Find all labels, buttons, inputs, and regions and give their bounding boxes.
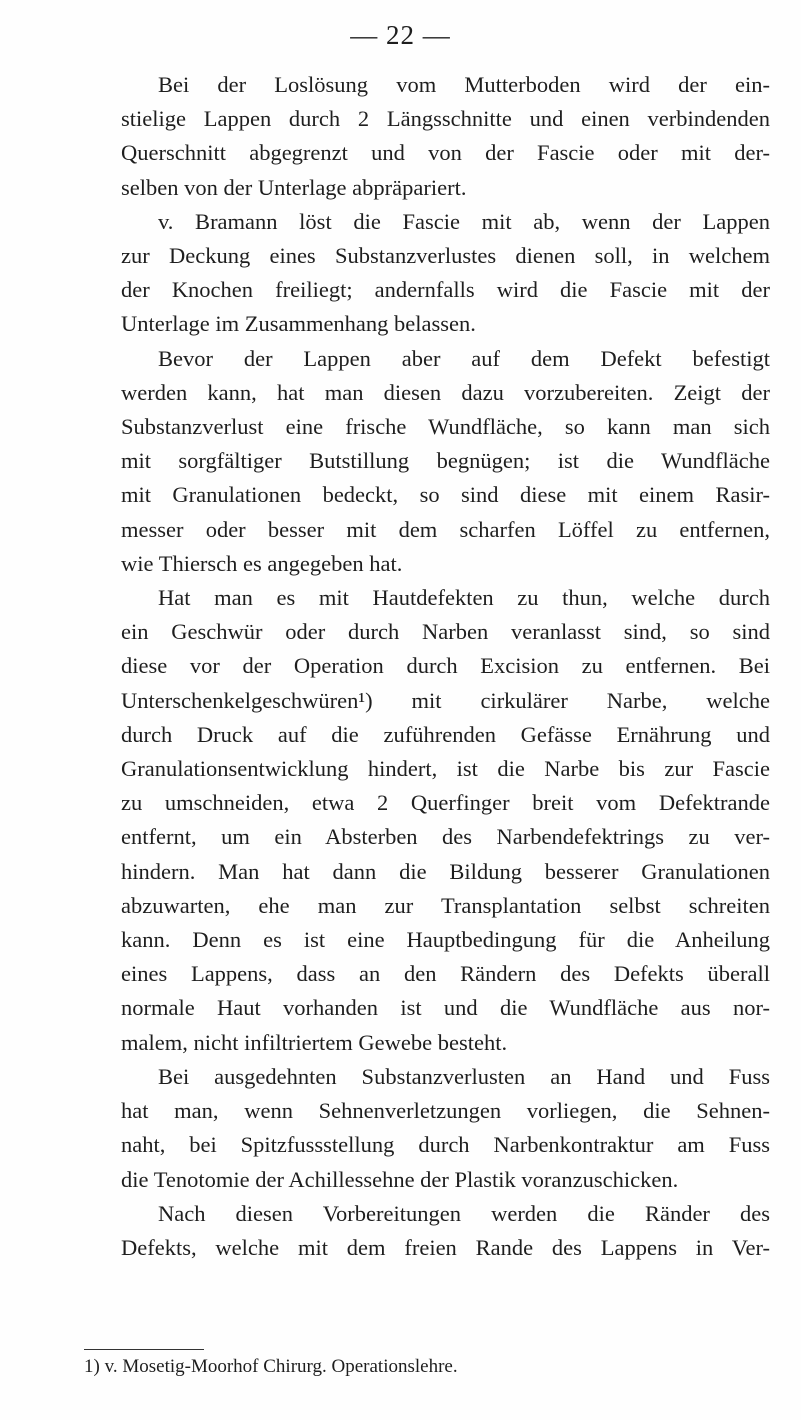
paragraph (84, 1197, 770, 1265)
paragraph (84, 581, 770, 1060)
text-line: Nach diesen Vorbereitungen werden die Ränder des (158, 1200, 770, 1226)
text-line: zu umschneiden, etwa 2 Querfinger breit vom Defektrande (121, 790, 770, 816)
text-line: Hat man es mit Hautdefekten zu thun, welche durch (158, 585, 770, 611)
body-text (84, 68, 770, 1265)
text-line: Bei ausgedehnten Substanzverlusten an Hand und Fuss (158, 1063, 770, 1089)
text-line: selben von der Unterlage abpräpariert. (121, 174, 467, 200)
footnote: 1) v. Mosetig-Moorhof Chirurg. Operationslehre. (84, 1356, 458, 1377)
paragraph (84, 205, 770, 342)
text-line: Bei der Loslösung vom Mutterboden wird der ein- (158, 72, 770, 97)
text-line: Bevor der Lappen aber auf dem Defekt befestigt (158, 345, 770, 371)
text-line: Unterlage im Zusammenhang belassen. (121, 311, 476, 337)
text-line: hindern. Man hat dann die Bildung besserer Granulationen (121, 858, 770, 884)
text-line: Substanzverlust eine frische Wundfläche, so kann man sich (121, 414, 770, 440)
text-line: abzuwarten, ehe man zur Transplantation selbst schreiten (121, 892, 770, 918)
text-line: Unterschenkelgeschwüren¹) mit cirkulärer Narbe, welche (121, 687, 770, 713)
page-number: — 22 — (350, 20, 451, 50)
text-line: Granulationsentwicklung hindert, ist die Narbe bis zur Fascie (121, 756, 770, 782)
text-line: malem, nicht infiltriertem Gewebe besteht. (121, 1029, 508, 1055)
text-line: zur Deckung eines Substanzverlustes dienen soll, in welchem (121, 243, 770, 269)
text-line: eines Lappens, dass an den Rändern des Defekts überall (121, 961, 770, 987)
paragraph (84, 1060, 770, 1197)
text-line: die Tenotomie der Achillessehne der Plastik voranzuschicken. (121, 1166, 679, 1192)
text-line: stielige Lappen durch 2 Längsschnitte und einen verbindenden (121, 106, 770, 132)
text-line: mit Granulationen bedeckt, so sind diese mit einem Rasir- (121, 482, 770, 508)
text-line: naht, bei Spitzfussstellung durch Narbenkontraktur am Fuss (121, 1132, 770, 1158)
text-line: ein Geschwür oder durch Narben veranlasst sind, so sind (121, 619, 770, 645)
text-line: Defekts, welche mit dem freien Rande des Lappens in Ver- (121, 1234, 770, 1260)
text-line: hat man, wenn Sehnenverletzungen vorliegen, die Sehnen- (121, 1098, 770, 1124)
text-line: durch Druck auf die zuführenden Gefässe Ernährung und (121, 721, 770, 747)
text-line: normale Haut vorhanden ist und die Wundfläche aus nor- (121, 995, 770, 1021)
text-line: diese vor der Operation durch Excision zu entfernen. Bei (121, 653, 770, 679)
paragraph (84, 68, 770, 205)
text-line: wie Thiersch es angegeben hat. (121, 550, 403, 576)
paragraph (84, 342, 770, 581)
text-line: v. Bramann löst die Fascie mit ab, wenn der Lappen (158, 208, 770, 234)
text-line: werden kann, hat man diesen dazu vorzubereiten. Zeigt der (121, 379, 770, 405)
text-line: der Knochen freiliegt; andernfalls wird die Fascie mit der (121, 277, 770, 303)
text-line: mit sorgfältiger Butstillung begnügen; ist die Wundfläche (121, 448, 770, 474)
text-line: kann. Denn es ist eine Hauptbedingung für die Anheilung (121, 927, 770, 953)
text-line: Querschnitt abgegrenzt und von der Fascie oder mit der- (121, 140, 770, 166)
footnote-rule (84, 1349, 204, 1350)
text-line: entfernt, um ein Absterben des Narbendefektrings zu ver- (121, 824, 770, 850)
text-line: messer oder besser mit dem scharfen Löffel zu entfernen, (121, 516, 770, 542)
